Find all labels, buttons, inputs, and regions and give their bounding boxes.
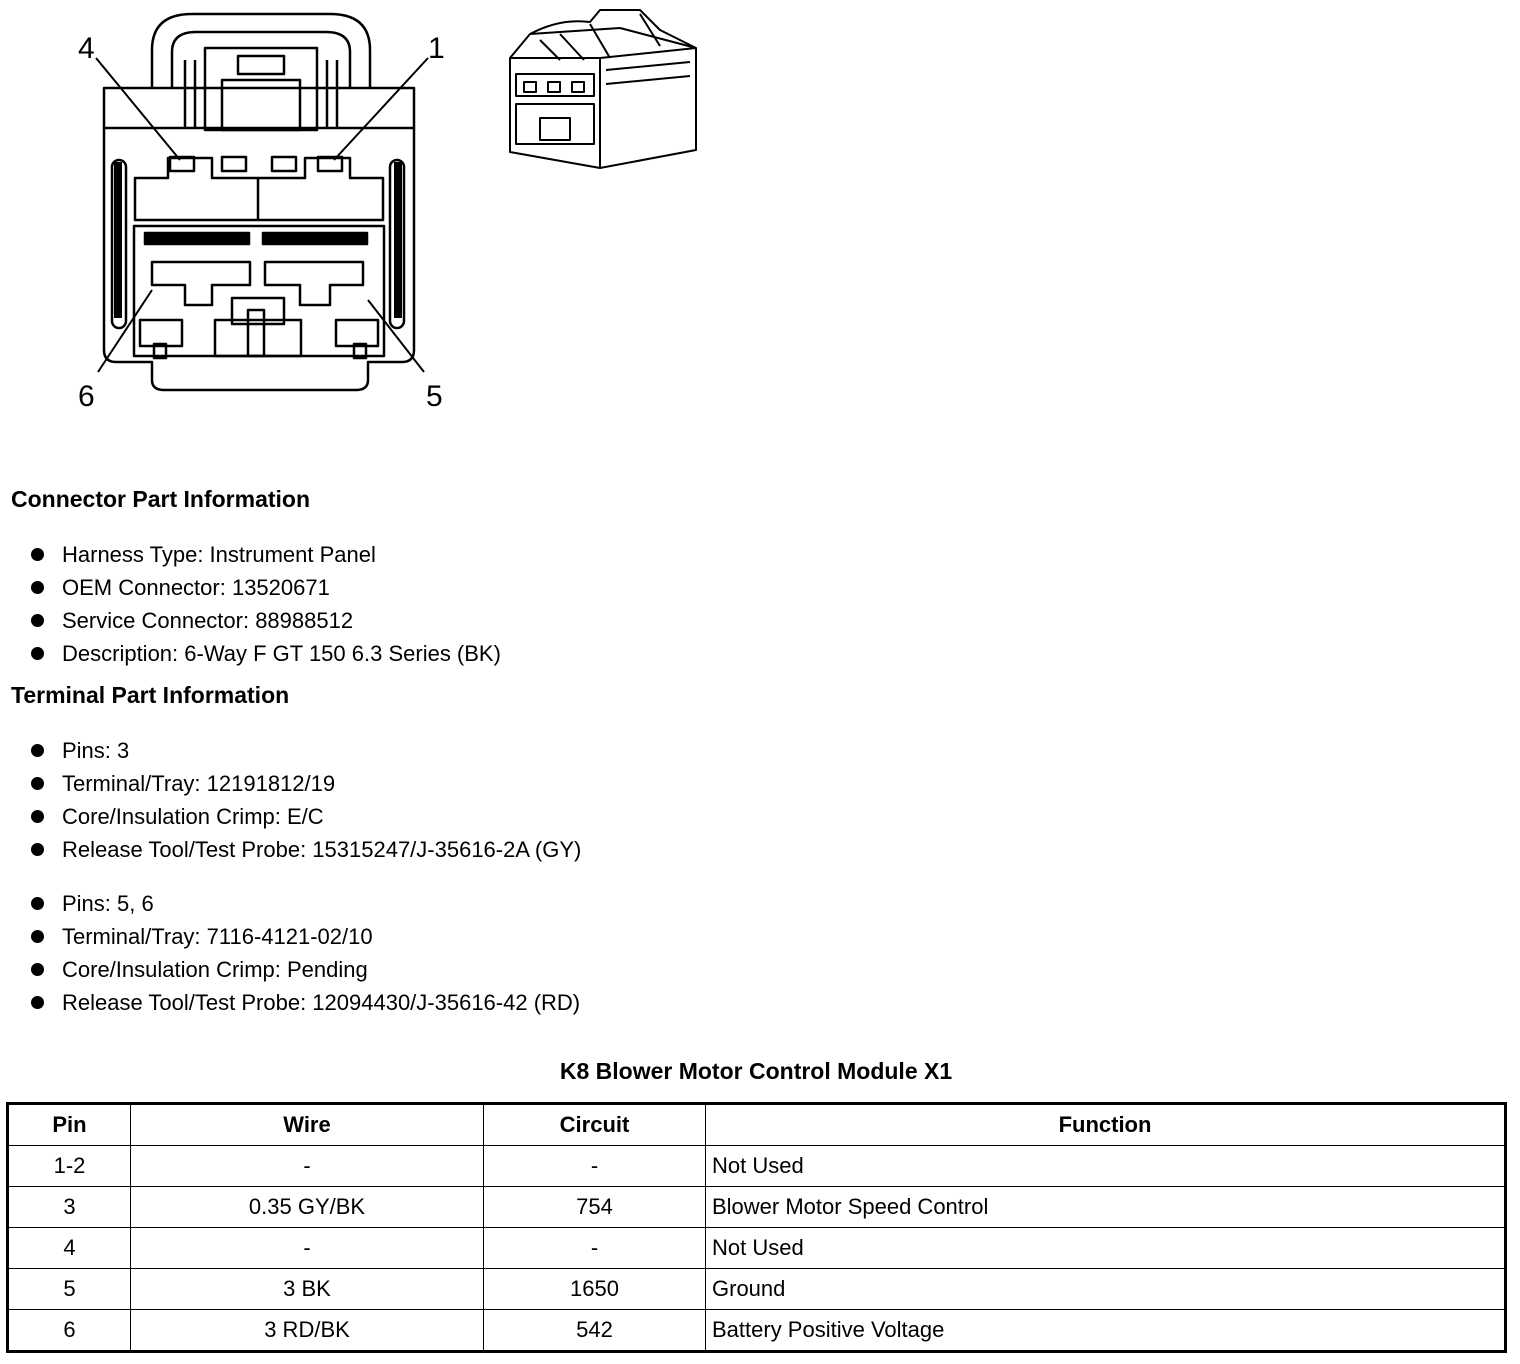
cell-wire: - <box>131 1146 484 1187</box>
bullet-icon <box>31 777 44 790</box>
cell-function: Ground <box>706 1269 1506 1310</box>
cell-circuit: - <box>484 1146 706 1187</box>
bullet-icon <box>31 996 44 1009</box>
bullet-icon <box>31 963 44 976</box>
cell-circuit: 754 <box>484 1187 706 1228</box>
list-item <box>28 637 501 670</box>
list-item-text: Harness Type: Instrument Panel <box>62 542 376 567</box>
pin-callout-1: 1 <box>428 32 445 65</box>
pin-callout-5: 5 <box>426 380 443 413</box>
list-item <box>28 538 501 571</box>
cell-wire: - <box>131 1228 484 1269</box>
table-row <box>8 1146 1506 1187</box>
list-item <box>28 953 580 986</box>
column-header-pin: Pin <box>8 1104 131 1146</box>
list-item-text: Release Tool/Test Probe: 12094430/J-35616-42 (RD) <box>62 990 581 1015</box>
list-item <box>28 986 580 1019</box>
column-header-circuit: Circuit <box>484 1104 706 1146</box>
cell-pin: 6 <box>8 1310 131 1352</box>
cell-function: Battery Positive Voltage <box>706 1310 1506 1352</box>
cell-wire: 3 RD/BK <box>131 1310 484 1352</box>
list-item <box>28 833 581 866</box>
table-row <box>8 1187 1506 1228</box>
bullet-icon <box>31 581 44 594</box>
list-item-text: Core/Insulation Crimp: Pending <box>62 957 368 982</box>
terminal-part-info-heading: Terminal Part Information <box>11 682 290 708</box>
pin-table <box>6 1102 1507 1353</box>
pin-callout-4: 4 <box>78 32 95 65</box>
bullet-icon <box>31 843 44 856</box>
table-header-row <box>8 1104 1506 1146</box>
list-item <box>28 571 501 604</box>
cell-wire: 3 BK <box>131 1269 484 1310</box>
bullet-icon <box>31 930 44 943</box>
list-item <box>28 734 581 767</box>
list-item-text: Terminal/Tray: 7116-4121-02/10 <box>62 924 373 949</box>
cell-function: Not Used <box>706 1228 1506 1269</box>
terminal-group-1-list <box>28 734 581 866</box>
bullet-icon <box>31 647 44 660</box>
bullet-icon <box>31 897 44 910</box>
list-item-text: Description: 6-Way F GT 150 6.3 Series (BK) <box>62 641 501 666</box>
bullet-icon <box>31 548 44 561</box>
list-item <box>28 800 581 833</box>
cell-pin: 3 <box>8 1187 131 1228</box>
list-item-text: Pins: 5, 6 <box>62 891 154 916</box>
pin-table-title: K8 Blower Motor Control Module X1 <box>559 1058 953 1084</box>
column-header-function: Function <box>706 1104 1506 1146</box>
list-item-text: Release Tool/Test Probe: 15315247/J-35616-2A (GY) <box>62 837 582 862</box>
list-item <box>28 887 580 920</box>
connector-part-info-list <box>28 538 501 670</box>
list-item <box>28 920 580 953</box>
cell-circuit: - <box>484 1228 706 1269</box>
cell-circuit: 542 <box>484 1310 706 1352</box>
cell-pin: 4 <box>8 1228 131 1269</box>
connector-isometric-view <box>510 10 696 168</box>
table-row <box>8 1269 1506 1310</box>
bullet-icon <box>31 744 44 757</box>
bullet-icon <box>31 614 44 627</box>
list-item-text: Service Connector: 88988512 <box>62 608 354 633</box>
list-item-text: OEM Connector: 13520671 <box>62 575 330 600</box>
cell-function: Blower Motor Speed Control <box>706 1187 1506 1228</box>
list-item <box>28 604 501 637</box>
bullet-icon <box>31 810 44 823</box>
table-row <box>8 1310 1506 1352</box>
cell-pin: 5 <box>8 1269 131 1310</box>
connector-diagram <box>0 0 720 430</box>
cell-pin: 1-2 <box>8 1146 131 1187</box>
cell-wire: 0.35 GY/BK <box>131 1187 484 1228</box>
column-header-wire: Wire <box>131 1104 484 1146</box>
cell-function: Not Used <box>706 1146 1506 1187</box>
pin-callout-6: 6 <box>78 380 95 413</box>
list-item-text: Pins: 3 <box>62 738 130 763</box>
list-item-text: Core/Insulation Crimp: E/C <box>62 804 324 829</box>
cell-circuit: 1650 <box>484 1269 706 1310</box>
list-item-text: Terminal/Tray: 12191812/19 <box>62 771 336 796</box>
connector-part-info-heading: Connector Part Information <box>11 486 311 512</box>
table-row <box>8 1228 1506 1269</box>
list-item <box>28 767 581 800</box>
terminal-group-2-list <box>28 887 580 1019</box>
